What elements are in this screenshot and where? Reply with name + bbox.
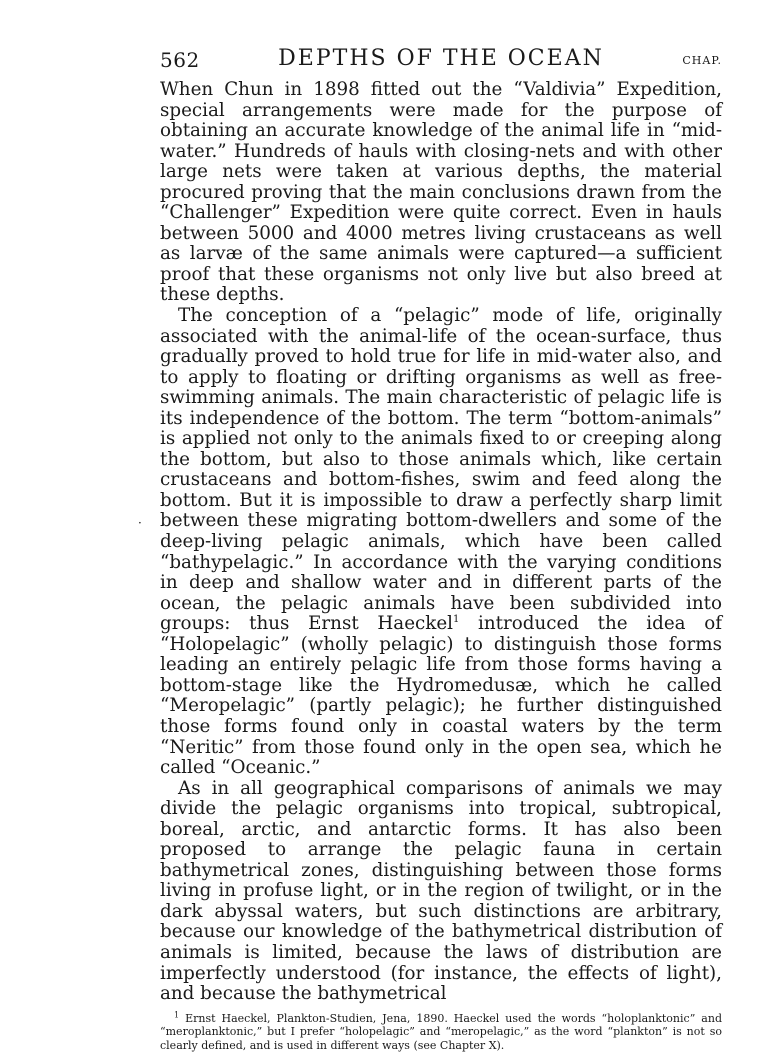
body-text	[160, 80, 722, 1005]
running-header	[160, 46, 722, 80]
footnote-reference[interactable]: 1	[453, 614, 460, 626]
paragraph-geographical-comparisons: As in all geographical comparisons of animals we may divide the pelagic organisms into tropical, subtropical, boreal, arctic, and antarctic forms. It has also been proposed to arrange the pelagic fauna in certain bathymetrical zones, distinguishing between those forms living in profuse light, or in the region of twilight, or in the dark abyssal waters, but such distinctions are arbitrary, because our knowledge of the bathymetrical distribution of animals is limited, because the laws of distribution are imperfectly understood (for instance, the effects of light), and because the bathymetrical	[160, 777, 722, 1005]
book-page	[160, 46, 722, 1052]
footnote-mark: 1	[174, 1009, 180, 1019]
paragraph-pelagic-conception	[160, 306, 722, 779]
paragraph-text-after-ref: introduced the idea of “Holopelagic” (wholly pelagic) to distinguish those forms leading an entirely pelagic life from those forms having a bottom-stage like the Hydromedusæ, which he called “Meropelagic” (partly pelagic); he further distinguished those forms found only in coastal waters by the term “Neritic” from those found only in the open sea, which he called “Oceanic.”	[160, 613, 723, 779]
chapter-label: CHAP.	[682, 54, 722, 67]
footnote	[160, 1009, 722, 1052]
paragraph-text-before-ref: The conception of a “pelagic” mode of life, originally associated with the animal-life of the ocean-surface, thus gradually proved to hold true for life in mid-water also, and to apply to floating or drifting organisms as well as free-swimming animals. The main characteristic of pelagic life is its independence of the bottom. The term “bottom-animals” is applied not only to the animals fixed to or creeping along the bottom, but also to those animals which, like certain crustaceans and bottom-fishes, swim and feed along the bottom. But it is impossible to draw a perfectly sharp limit between these migrating bottom-dwellers and some of the deep-living pelagic animals, which have been called “bathypelagic.” In accordance with the varying conditions in deep and shallow water and in different parts of the ocean, the pelagic animals have been subdivided into groups: thus Ernst Haeckel	[160, 305, 722, 635]
paragraph-chun-expedition: When Chun in 1898 fitted out the “Valdivia” Expedition, special arrangements were made for the purpose of obtaining an accurate knowledge of the animal life in “mid-water.” Hundreds of hauls with closing-nets and with other large nets were taken at various depths, the material procured proving that the main conclusions drawn from the “Challenger” Expedition were quite correct. Even in hauls between 5000 and 4000 metres living crustaceans as well as larvæ of the same animals were captured—a sufficient proof that these organisms not only live but also breed at these depths.	[160, 79, 722, 306]
footnote-text: Ernst Haeckel, Plankton-Studien, Jena, 1890. Haeckel used the words “holoplanktonic” and “meroplanktonic,” but I prefer “holopelagic” and “meropelagic,” as the word “plankton” is not so clearly defined, and is used in different ways (see Chapter X).	[160, 1011, 722, 1052]
page-number: 562	[160, 48, 200, 72]
running-title: DEPTHS OF THE OCEAN	[278, 46, 604, 71]
margin-mark: ·	[138, 516, 142, 530]
